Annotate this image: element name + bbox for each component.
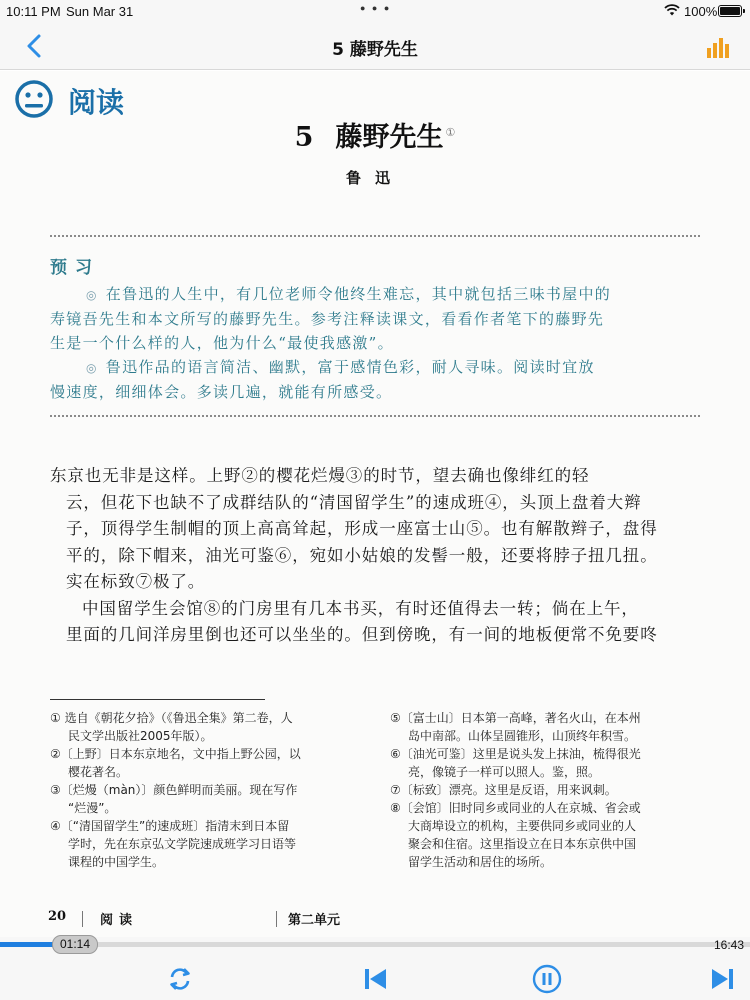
progress-fill xyxy=(0,942,56,947)
elapsed-time-thumb[interactable]: 01:14 xyxy=(52,935,98,954)
page-number: 20 xyxy=(48,909,67,924)
footnote-line: 大商埠设立的机构，主要供同乡或同业的人 xyxy=(408,819,637,833)
footnote-line: 亮，像镜子一样可以照人。鉴，照。 xyxy=(408,765,601,779)
bullet-icon: ◎ xyxy=(86,361,98,375)
footnote-line: 留学生活动和居住的场所。 xyxy=(408,855,553,869)
lesson-body xyxy=(50,463,706,649)
textbook-page xyxy=(0,71,750,937)
footnote-line: ⑤〔富士山〕日本第一高峰，著名火山，在本州 xyxy=(390,711,641,725)
footnotes-right xyxy=(390,709,710,871)
footnote-line: “烂漫”。 xyxy=(68,801,117,815)
footnote-line: 民文学出版社2005年版）。 xyxy=(68,729,213,743)
audio-player xyxy=(0,937,750,1000)
bar-chart-icon[interactable] xyxy=(706,34,732,58)
footnote-line: 学时，先在东京弘文学院速成班学习日语等 xyxy=(68,837,297,851)
footnote-line: ②〔上野〕日本东京地名，文中指上野公园，以 xyxy=(50,747,301,761)
divider-bottom xyxy=(50,415,700,417)
preview-line: 慢速度，细细体会。多读几遍，就能有所感受。 xyxy=(50,383,393,401)
title-note-marker: ① xyxy=(445,126,456,139)
wifi-icon xyxy=(664,3,680,17)
footnote-line: ① 选自《朝花夕拾》（《鲁迅全集》第二卷，人 xyxy=(50,711,293,725)
status-date: Sun Mar 31 xyxy=(66,4,134,19)
navigation-bar xyxy=(0,22,750,70)
next-track-icon[interactable] xyxy=(706,963,738,995)
footnote-line: ③〔烂熳（màn）〕颜色鲜明而美丽。现在写作 xyxy=(50,783,298,797)
section-label: 阅读 xyxy=(68,86,125,119)
status-bar xyxy=(0,0,750,22)
lesson-title xyxy=(0,115,750,154)
footnote-line: 樱花著名。 xyxy=(68,765,129,779)
footer-section: 阅读 xyxy=(100,913,139,928)
body-line: 实在标致⑦极了。 xyxy=(66,572,206,591)
footnote-rule xyxy=(50,699,265,700)
previous-track-icon[interactable] xyxy=(360,963,392,995)
preview-title: 预习 xyxy=(50,258,100,278)
repeat-icon[interactable] xyxy=(164,963,196,995)
pause-icon[interactable] xyxy=(531,963,563,995)
lesson-title-text: 藤野先生 xyxy=(335,122,444,153)
footnote-line: 岛中南部。山体呈圆锥形，山顶终年积雪。 xyxy=(408,729,637,743)
footnote-line: ④〔“清国留学生”的速成班〕指清末到日本留 xyxy=(50,819,290,833)
preview-line: ◎ 在鲁迅的人生中，有几位老师令他终生难忘，其中就包括三味书屋中的 xyxy=(50,282,700,307)
preview-line: ◎ 鲁迅作品的语言简洁、幽默，富于感情色彩，耐人寻味。阅读时宜放 xyxy=(50,355,700,380)
body-line: 中国留学生会馆⑧的门房里有几本书买，有时还值得去一转；倘在上午， xyxy=(82,598,639,618)
footer-unit: 第二单元 xyxy=(288,913,341,928)
preview-line: 寿镜吾先生和本文所写的藤野先生。参考注释读课文，看看作者笔下的藤野先 xyxy=(50,310,605,328)
body-line: 里面的几间洋房里倒也还可以坐坐的。但到傍晚，有一间的地板便常不免要咚 xyxy=(66,625,658,644)
preview-line: 生是一个什么样的人，他为什么“最使我感激”。 xyxy=(50,334,394,352)
preview-box xyxy=(50,253,700,404)
lesson-number: 5 xyxy=(294,122,314,153)
footnote-line: ⑦〔标致〕漂亮。这里是反语，用来讽刺。 xyxy=(390,783,617,797)
author-name: 鲁迅 xyxy=(345,169,404,187)
footer-separator xyxy=(276,911,277,927)
body-line: 平的，除下帽来，油光可鉴⑥，宛如小姑娘的发髻一般，还要将脖子扭几扭。 xyxy=(66,545,658,565)
footnotes-left xyxy=(50,709,370,871)
divider-top xyxy=(50,235,700,237)
total-time: 16:43 xyxy=(713,938,744,952)
status-time: 10:11 PM xyxy=(6,4,61,19)
footer-separator xyxy=(82,911,83,927)
nav-title: 5 藤野先生 xyxy=(332,40,418,60)
page-footer xyxy=(48,909,708,929)
smiley-face-icon xyxy=(14,79,54,119)
body-line: 子，顶得学生制帽的顶上高高耸起，形成一座富士山⑤。也有解散辫子，盘得 xyxy=(66,519,658,538)
body-line: 云，但花下也缺不了成群结队的“清国留学生”的速成班④，头顶上盘着大辫 xyxy=(66,492,642,512)
battery-icon xyxy=(718,5,742,17)
battery-percent: 100% xyxy=(684,4,718,19)
body-line: 东京也无非是这样。上野②的樱花烂熳③的时节，望去确也像绯红的轻 xyxy=(50,466,590,485)
footnote-line: 课程的中国学生。 xyxy=(68,855,165,869)
footnote-line: ⑧〔会馆〕旧时同乡或同业的人在京城、省会或 xyxy=(390,801,641,815)
footnote-line: 聚会和住宿。这里指设立在日本东京供中国 xyxy=(408,837,637,851)
bullet-icon: ◎ xyxy=(86,288,98,302)
progress-track[interactable] xyxy=(0,942,750,947)
footnote-line: ⑥〔油光可鉴〕这里是说头发上抹油，梳得很光 xyxy=(390,747,641,761)
multitask-dots-icon: ● ● ● xyxy=(360,3,392,13)
